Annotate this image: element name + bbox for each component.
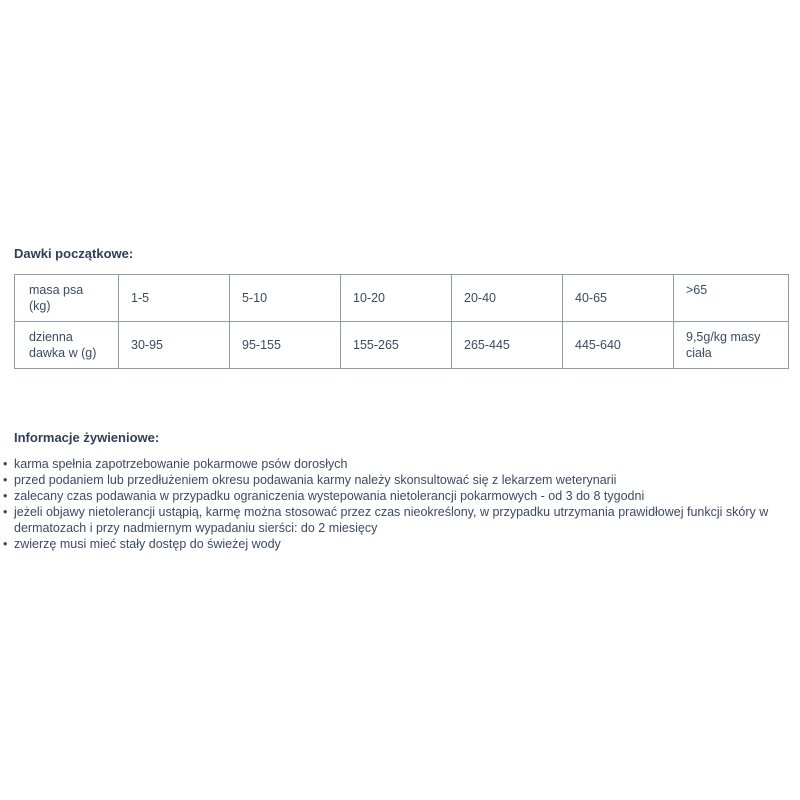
table-cell: 40-65 bbox=[563, 275, 674, 322]
table-row bbox=[15, 322, 789, 369]
table-cell: 265-445 bbox=[452, 322, 563, 369]
info-list bbox=[0, 456, 800, 552]
row-header-weight: masa psa (kg) bbox=[15, 275, 119, 322]
list-item: • karma spełnia zapotrzebowanie pokarmowe psów dorosłych bbox=[14, 456, 800, 472]
table-cell: 95-155 bbox=[230, 322, 341, 369]
table-cell: 30-95 bbox=[119, 322, 230, 369]
table-cell: 10-20 bbox=[341, 275, 452, 322]
table-cell: >65 bbox=[674, 275, 789, 322]
info-section-heading: Informacje żywieniowe: bbox=[14, 430, 160, 445]
list-item: • przed podaniem lub przedłużeniem okresu podawania karmy należy skonsultować się z lekarzem weterynarii bbox=[14, 472, 800, 488]
table-cell: 20-40 bbox=[452, 275, 563, 322]
table-cell: 1-5 bbox=[119, 275, 230, 322]
table-cell: 5-10 bbox=[230, 275, 341, 322]
table-cell: 9,5g/kg masy ciała bbox=[674, 322, 789, 369]
dose-section-heading: Dawki początkowe: bbox=[14, 246, 134, 261]
list-item: • zalecany czas podawania w przypadku ograniczenia wystepowania nietolerancji pokarmowych - od 3 do 8 tygodni bbox=[14, 488, 800, 504]
table-row bbox=[15, 275, 789, 322]
dose-table bbox=[14, 274, 789, 369]
row-header-daily-dose: dzienna dawka w (g) bbox=[15, 322, 119, 369]
list-item: • jeżeli objawy nietolerancji ustąpią, karmę można stosować przez czas nieokreślony, w przypadku utrzymania prawidłowej funkcji skóry w dermatozach i przy nadmiernym wypadaniu sierści: do 2 miesięcy bbox=[14, 504, 800, 536]
table-cell: 155-265 bbox=[341, 322, 452, 369]
list-item: • zwierzę musi mieć stały dostęp do świeżej wody bbox=[14, 536, 800, 552]
table-cell: 445-640 bbox=[563, 322, 674, 369]
